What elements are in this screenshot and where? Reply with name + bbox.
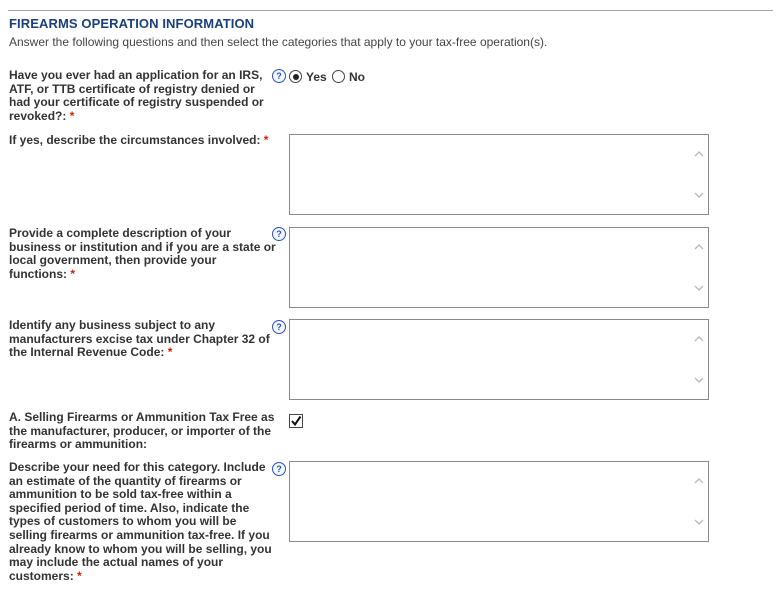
help-icon[interactable]: ? (272, 69, 286, 83)
radio-yes[interactable] (289, 70, 302, 83)
radio-no-label[interactable]: No (349, 70, 365, 84)
radio-yes-label[interactable]: Yes (306, 70, 327, 84)
scroll-down-icon[interactable] (694, 376, 704, 384)
help-icon[interactable]: ? (272, 462, 286, 476)
required-marker: * (77, 568, 82, 583)
denied-certificate-label: Have you ever had an application for an IRS, ATF, or TTB certificate of registry denied or had your certificate of registry suspended or revoked?: * (9, 68, 264, 123)
section-title: FIREARMS OPERATION INFORMATION (9, 16, 255, 31)
scroll-down-icon[interactable] (694, 518, 704, 526)
excise-tax-textarea[interactable] (289, 319, 709, 400)
scroll-down-icon[interactable] (694, 284, 704, 292)
required-marker: * (70, 266, 76, 281)
business-description-textarea[interactable] (289, 227, 709, 308)
checkmark-icon (290, 415, 302, 427)
top-divider (8, 10, 773, 11)
scroll-up-icon[interactable] (694, 243, 704, 251)
scroll-up-icon[interactable] (694, 150, 704, 158)
category-need-textarea[interactable] (289, 461, 709, 542)
required-marker: * (167, 345, 173, 360)
circumstances-textarea[interactable] (289, 134, 709, 215)
circumstances-label: If yes, describe the circumstances involved: * (9, 133, 269, 147)
required-marker: * (263, 133, 269, 147)
scroll-up-icon[interactable] (694, 477, 704, 485)
category-a-checkbox[interactable] (289, 414, 303, 428)
scroll-down-icon[interactable] (694, 191, 704, 199)
radio-no[interactable] (332, 70, 345, 83)
business-description-label: Provide a complete description of your business or institution and if you are a state or local government, then provide your functions: * (9, 226, 276, 281)
required-marker: * (69, 108, 75, 123)
category-need-label: Describe your need for this category. Include an estimate of the quantity of firearms or ammunition to be sold tax-free within a specified period of time. Also, indicate the types of customers to whom you will be selling firearms or ammunition tax-free. If you already know to whom you will be selling, you may include the actual names of your customers: * (9, 460, 272, 583)
scroll-up-icon[interactable] (694, 335, 704, 343)
help-icon[interactable]: ? (272, 227, 286, 241)
help-icon[interactable]: ? (272, 320, 286, 334)
section-subtitle: Answer the following questions and then select the categories that apply to your tax-free operation(s). (9, 35, 548, 49)
excise-tax-label: Identify any business subject to any manufacturers excise tax under Chapter 32 of the Internal Revenue Code: * (9, 318, 270, 360)
category-a-label: A. Selling Firearms or Ammunition Tax Free as the manufacturer, producer, or importer of the firearms or ammunition: (9, 410, 275, 452)
